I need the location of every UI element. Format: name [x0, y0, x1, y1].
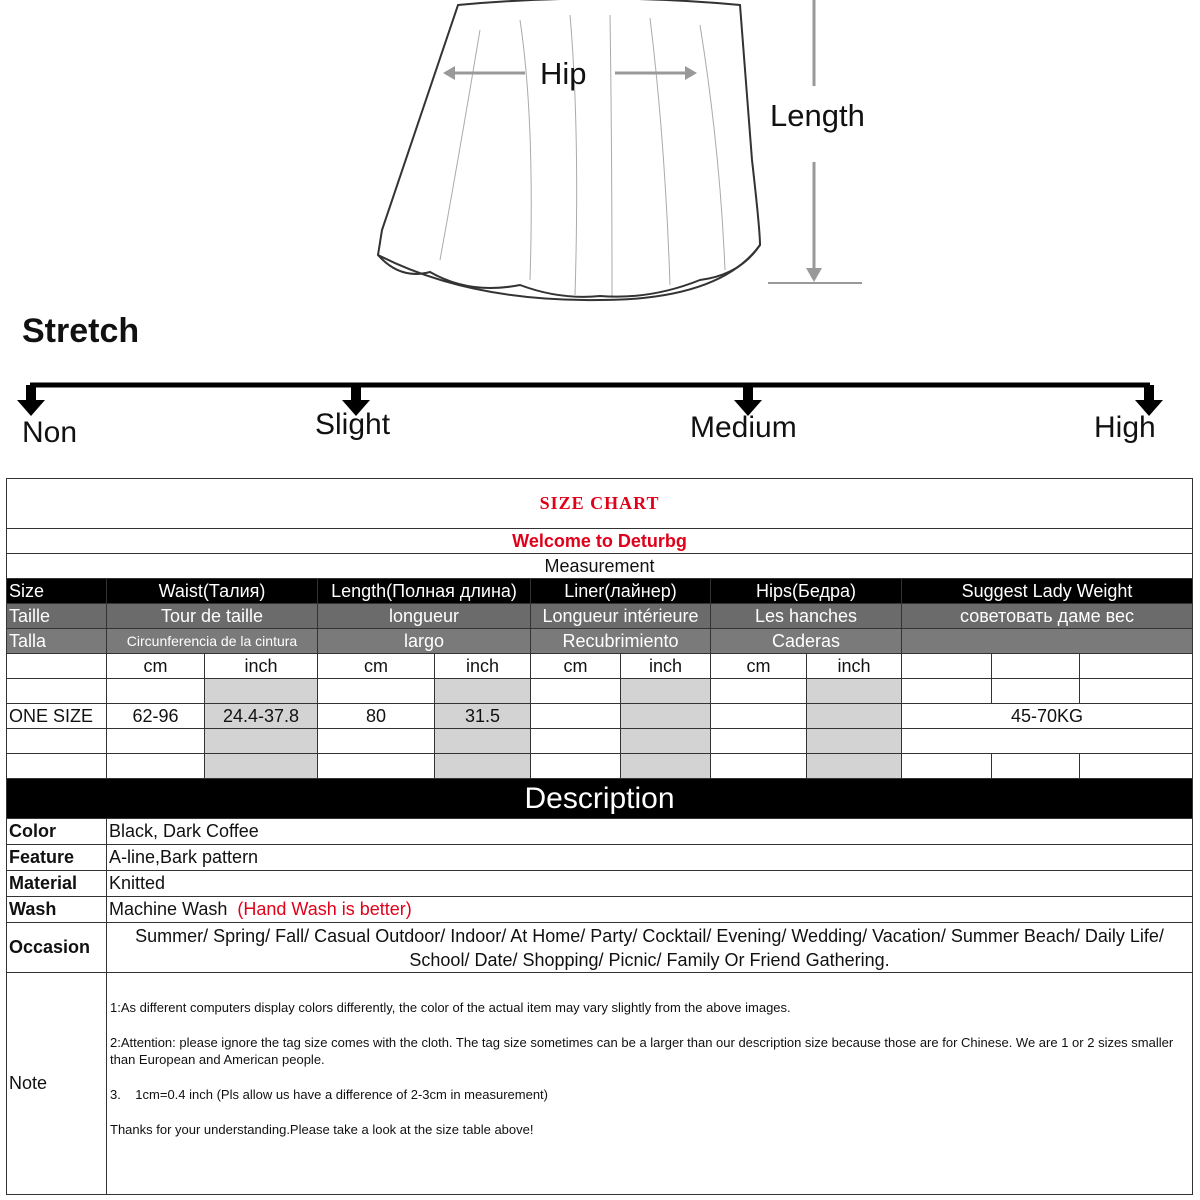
occasion-value: Summer/ Spring/ Fall/ Casual Outdoor/ Indoor/ At Home/ Party/ Cocktail/ Evening/ Wedding/ Vacation/ Summer Beach/ Daily Life/ School/ Date/ Shopping/ Picnic/ Family Or Friend Gathering. [107, 923, 1193, 973]
unit-length-inch: inch [435, 654, 531, 679]
occasion-key: Occasion [7, 923, 107, 973]
feature-key: Feature [7, 845, 107, 871]
header-waist: Waist(Талия) [107, 579, 318, 604]
header-length: Length(Полная длина) [318, 579, 531, 604]
table-row [7, 754, 1193, 779]
header-weight: Suggest Lady Weight [902, 579, 1193, 604]
stretch-level-non: Non [22, 416, 78, 449]
note-3: 3. 1cm=0.4 inch (Pls allow us have a difference of 2-3cm in measurement) [110, 1087, 548, 1102]
header-liner: Liner(лайнер) [531, 579, 711, 604]
header-es-liner: Recubrimiento [531, 629, 711, 654]
header-fr-size: Taille [7, 604, 107, 629]
stretch-scale [0, 370, 1200, 420]
wash-key: Wash [7, 897, 107, 923]
unit-hips-cm: cm [711, 654, 807, 679]
table-row [7, 729, 1193, 754]
unit-length-cm: cm [318, 654, 435, 679]
unit-waist-cm: cm [107, 654, 205, 679]
header-fr-liner: Longueur intérieure [531, 604, 711, 629]
table-row [7, 679, 1193, 704]
size-chart-table [6, 478, 1193, 1195]
size-chart-title: SIZE CHART [7, 479, 1193, 529]
stretch-level-slight: Slight [315, 408, 391, 441]
color-key: Color [7, 819, 107, 845]
color-value: Black, Dark Coffee [107, 819, 1193, 845]
note-1: 1:As different computers display colors differently, the color of the actual item may vary slightly from the above images. [110, 1000, 791, 1015]
length-label: Length [770, 98, 865, 133]
note-4: Thanks for your understanding.Please take a look at the size table above! [110, 1122, 534, 1137]
header-hips: Hips(Бедра) [711, 579, 902, 604]
description-heading: Description [7, 779, 1193, 819]
length-cm-value: 80 [318, 704, 435, 729]
note-2: 2:Attention: please ignore the tag size comes with the cloth. The tag size sometimes can be a larger than our description size because those are for Chinese. We are 1 or 2 sizes smaller than European and American people. [110, 1035, 1174, 1067]
header-size: Size [7, 579, 107, 604]
waist-inch-value: 24.4-37.8 [205, 704, 318, 729]
material-value: Knitted [107, 871, 1193, 897]
feature-value: A-line,Bark pattern [107, 845, 1193, 871]
stretch-level-medium: Medium [690, 411, 797, 444]
header-es-weight [902, 629, 1193, 654]
note-key: Note [7, 973, 107, 1195]
length-inch-value: 31.5 [435, 704, 531, 729]
note-content [107, 973, 1193, 1195]
header-fr-weight: советовать даме вес [902, 604, 1193, 629]
weight-value: 45-70KG [902, 704, 1193, 729]
header-es-waist: Circunferencia de la cintura [107, 629, 318, 654]
header-es-length: largo [318, 629, 531, 654]
unit-hips-inch: inch [807, 654, 902, 679]
skirt-drawing [0, 0, 1200, 310]
unit-blank [7, 654, 107, 679]
header-fr-hips: Les hanches [711, 604, 902, 629]
header-es-size: Talla [7, 629, 107, 654]
hip-label: Hip [540, 56, 587, 91]
unit-waist-inch: inch [205, 654, 318, 679]
header-fr-length: longueur [318, 604, 531, 629]
wash-value [107, 897, 1193, 923]
stretch-title: Stretch [22, 312, 140, 350]
size-chart [6, 478, 1192, 1200]
wash-text: Machine Wash [109, 899, 228, 919]
measurement-label: Measurement [7, 554, 1193, 579]
welcome-text: Welcome to Deturbg [7, 529, 1193, 554]
header-es-hips: Caderas [711, 629, 902, 654]
stretch-marker-non [17, 385, 45, 416]
size-one-size: ONE SIZE [7, 704, 107, 729]
header-fr-waist: Tour de taille [107, 604, 318, 629]
stretch-level-high: High [1094, 411, 1156, 444]
unit-liner-cm: cm [531, 654, 621, 679]
unit-liner-inch: inch [621, 654, 711, 679]
wash-note: (Hand Wash is better) [237, 899, 412, 919]
table-row-one-size [7, 704, 1193, 729]
waist-cm-value: 62-96 [107, 704, 205, 729]
material-key: Material [7, 871, 107, 897]
skirt-illustration [0, 0, 1200, 310]
